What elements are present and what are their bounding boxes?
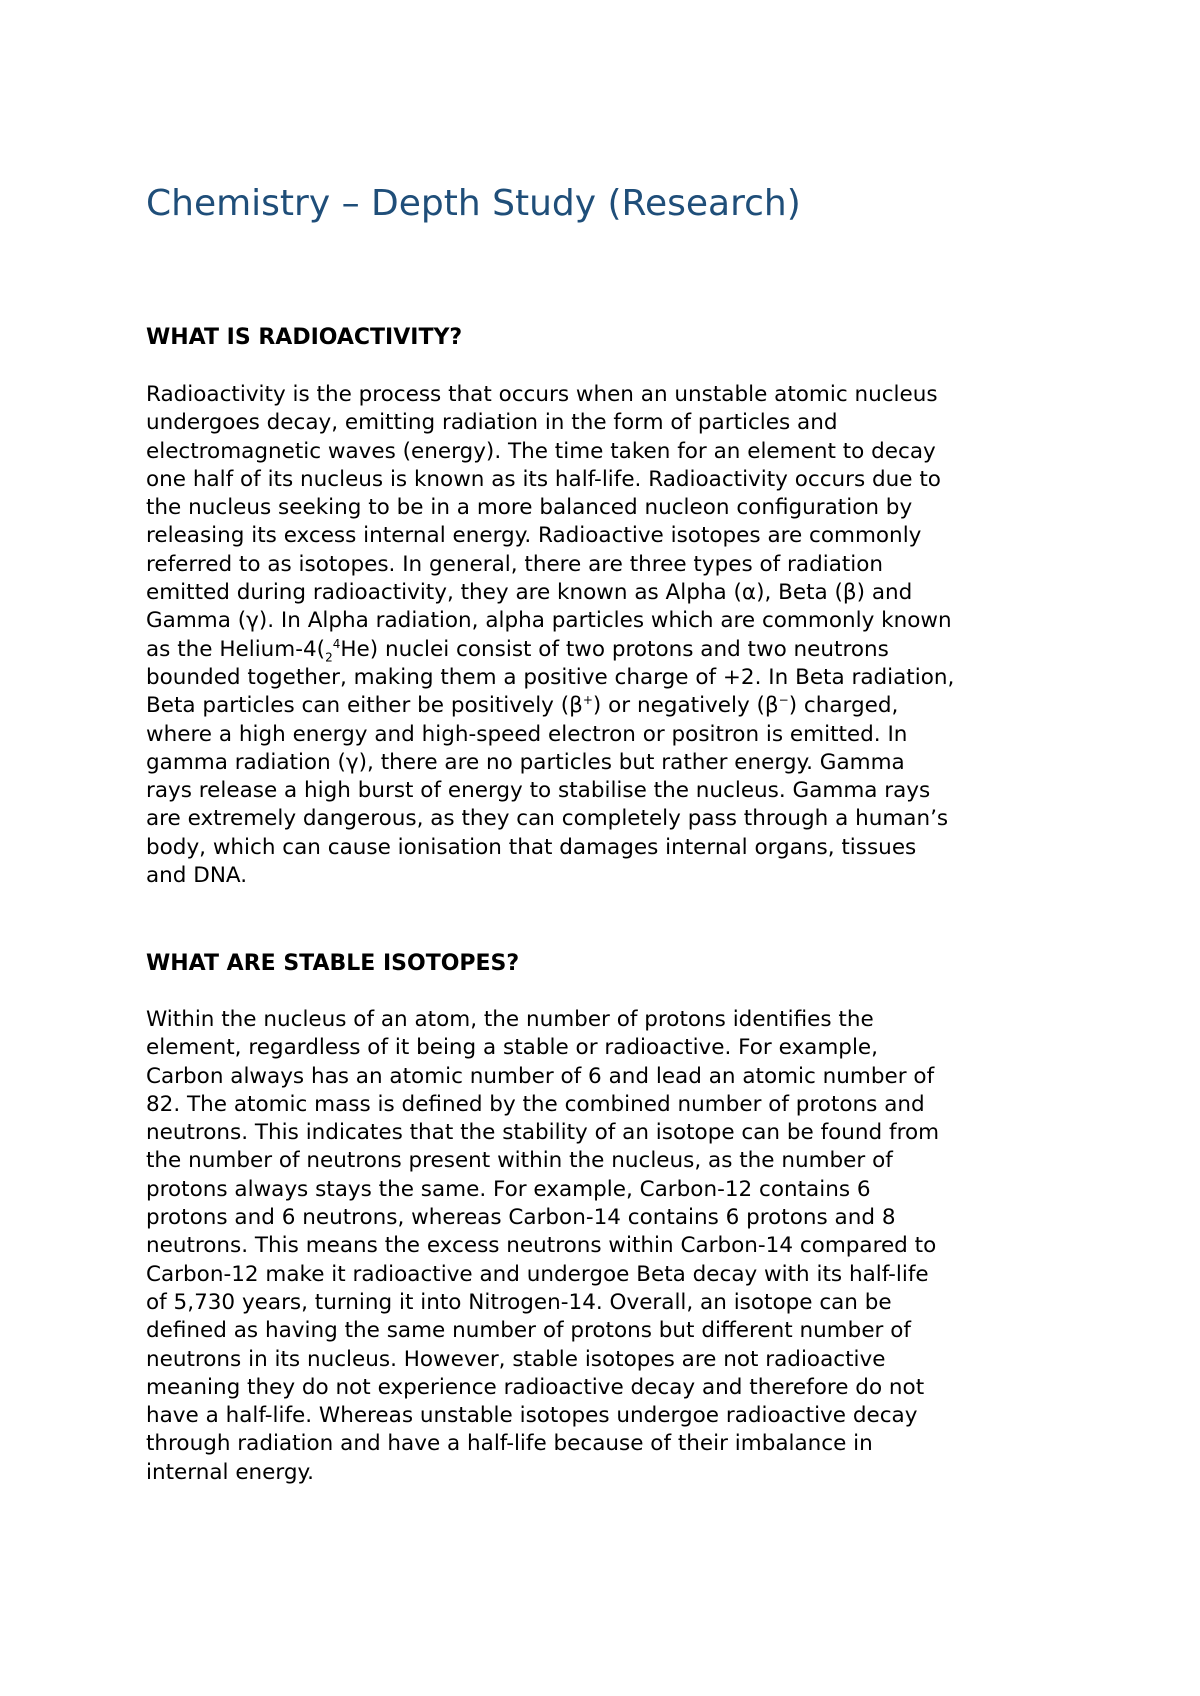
text-line: internal energy.: [146, 1459, 315, 1485]
text-line: bounded together, making them a positive charge of +2. In Beta radiation,: [146, 664, 955, 690]
text-line: and DNA.: [146, 863, 248, 889]
text-line: electromagnetic waves (energy). The time taken for an element to decay: [146, 438, 936, 464]
text-line: neutrons. This indicates that the stability of an isotope can be found from: [146, 1120, 940, 1146]
text-line: Within the nucleus of an atom, the number of protons identifies the: [146, 1007, 874, 1032]
text-line: Carbon always has an atomic number of 6 and lead an atomic number of: [146, 1063, 935, 1089]
text-line: 82. The atomic mass is defined by the combined number of protons and: [146, 1091, 925, 1117]
text-line: of 5,730 years, turning it into Nitrogen-14. Overall, an isotope can be: [146, 1289, 892, 1315]
text-fragment: ) or negatively (β: [592, 693, 779, 719]
text-line: protons always stays the same. For example, Carbon-12 contains 6: [146, 1176, 871, 1202]
text-line: rays release a high burst of energy to stabilise the nucleus. Gamma rays: [146, 778, 931, 804]
section-body-stable-isotopes: [146, 1006, 1081, 1487]
text-line: one half of its nucleus is known as its half-life. Radioactivity occurs due to: [146, 466, 941, 492]
text-line: defined as having the same number of protons but different number of: [146, 1318, 911, 1344]
text-line: emitted during radioactivity, they are known as Alpha (α), Beta (β) and: [146, 580, 913, 606]
document-title: Chemistry – Depth Study (Research): [146, 183, 801, 224]
text-line: undergoes decay, emitting radiation in the form of particles and: [146, 410, 838, 436]
text-fragment: ) charged,: [788, 693, 899, 719]
atomic-number-subscript: 2: [325, 649, 333, 664]
text-line: releasing its excess internal energy. Radioactive isotopes are commonly: [146, 523, 922, 549]
text-line: gamma radiation (γ), there are no particles but rather energy. Gamma: [146, 749, 905, 775]
text-line: neutrons in its nucleus. However, stable isotopes are not radioactive: [146, 1346, 886, 1372]
text-line: protons and 6 neutrons, whereas Carbon-14 contains 6 protons and 8: [146, 1205, 896, 1231]
text-line: Radioactivity is the process that occurs when an unstable atomic nucleus: [146, 382, 938, 407]
section-heading-radioactivity: WHAT IS RADIOACTIVITY?: [146, 325, 463, 350]
section-body-radioactivity: [146, 381, 1081, 890]
text-line: Gamma (γ). In Alpha radiation, alpha particles which are commonly known: [146, 608, 952, 634]
text-line: Carbon-12 make it radioactive and undergoe Beta decay with its half-life: [146, 1261, 929, 1287]
text-line: have a half-life. Whereas unstable isotopes undergoe radioactive decay: [146, 1403, 918, 1429]
section-heading-stable-isotopes: WHAT ARE STABLE ISOTOPES?: [146, 951, 520, 976]
text-line: the number of neutrons present within the nucleus, as the number of: [146, 1148, 893, 1174]
beta-minus-superscript: −: [778, 693, 789, 708]
text-fragment: as the Helium-4(: [146, 636, 326, 662]
mass-number-superscript: 4: [332, 636, 341, 651]
text-fragment: He) nuclei consist of two protons and two neutrons: [340, 636, 889, 662]
text-line: where a high energy and high-speed electron or positron is emitted. In: [146, 721, 908, 747]
text-line-helium: [146, 636, 1081, 664]
text-line-beta: [146, 692, 1081, 720]
beta-plus-superscript: +: [582, 693, 593, 708]
text-line: body, which can cause ionisation that damages internal organs, tissues: [146, 834, 917, 860]
text-line: the nucleus seeking to be in a more balanced nucleon configuration by: [146, 495, 913, 521]
text-line: meaning they do not experience radioactive decay and therefore do not: [146, 1374, 925, 1400]
text-line: referred to as isotopes. In general, there are three types of radiation: [146, 551, 884, 577]
text-line: through radiation and have a half-life because of their imbalance in: [146, 1431, 873, 1457]
text-line: are extremely dangerous, as they can completely pass through a human’s: [146, 806, 949, 832]
text-line: element, regardless of it being a stable or radioactive. For example,: [146, 1035, 878, 1061]
text-fragment: Beta particles can either be positively (β: [146, 693, 583, 719]
text-line: neutrons. This means the excess neutrons within Carbon-14 compared to: [146, 1233, 937, 1259]
